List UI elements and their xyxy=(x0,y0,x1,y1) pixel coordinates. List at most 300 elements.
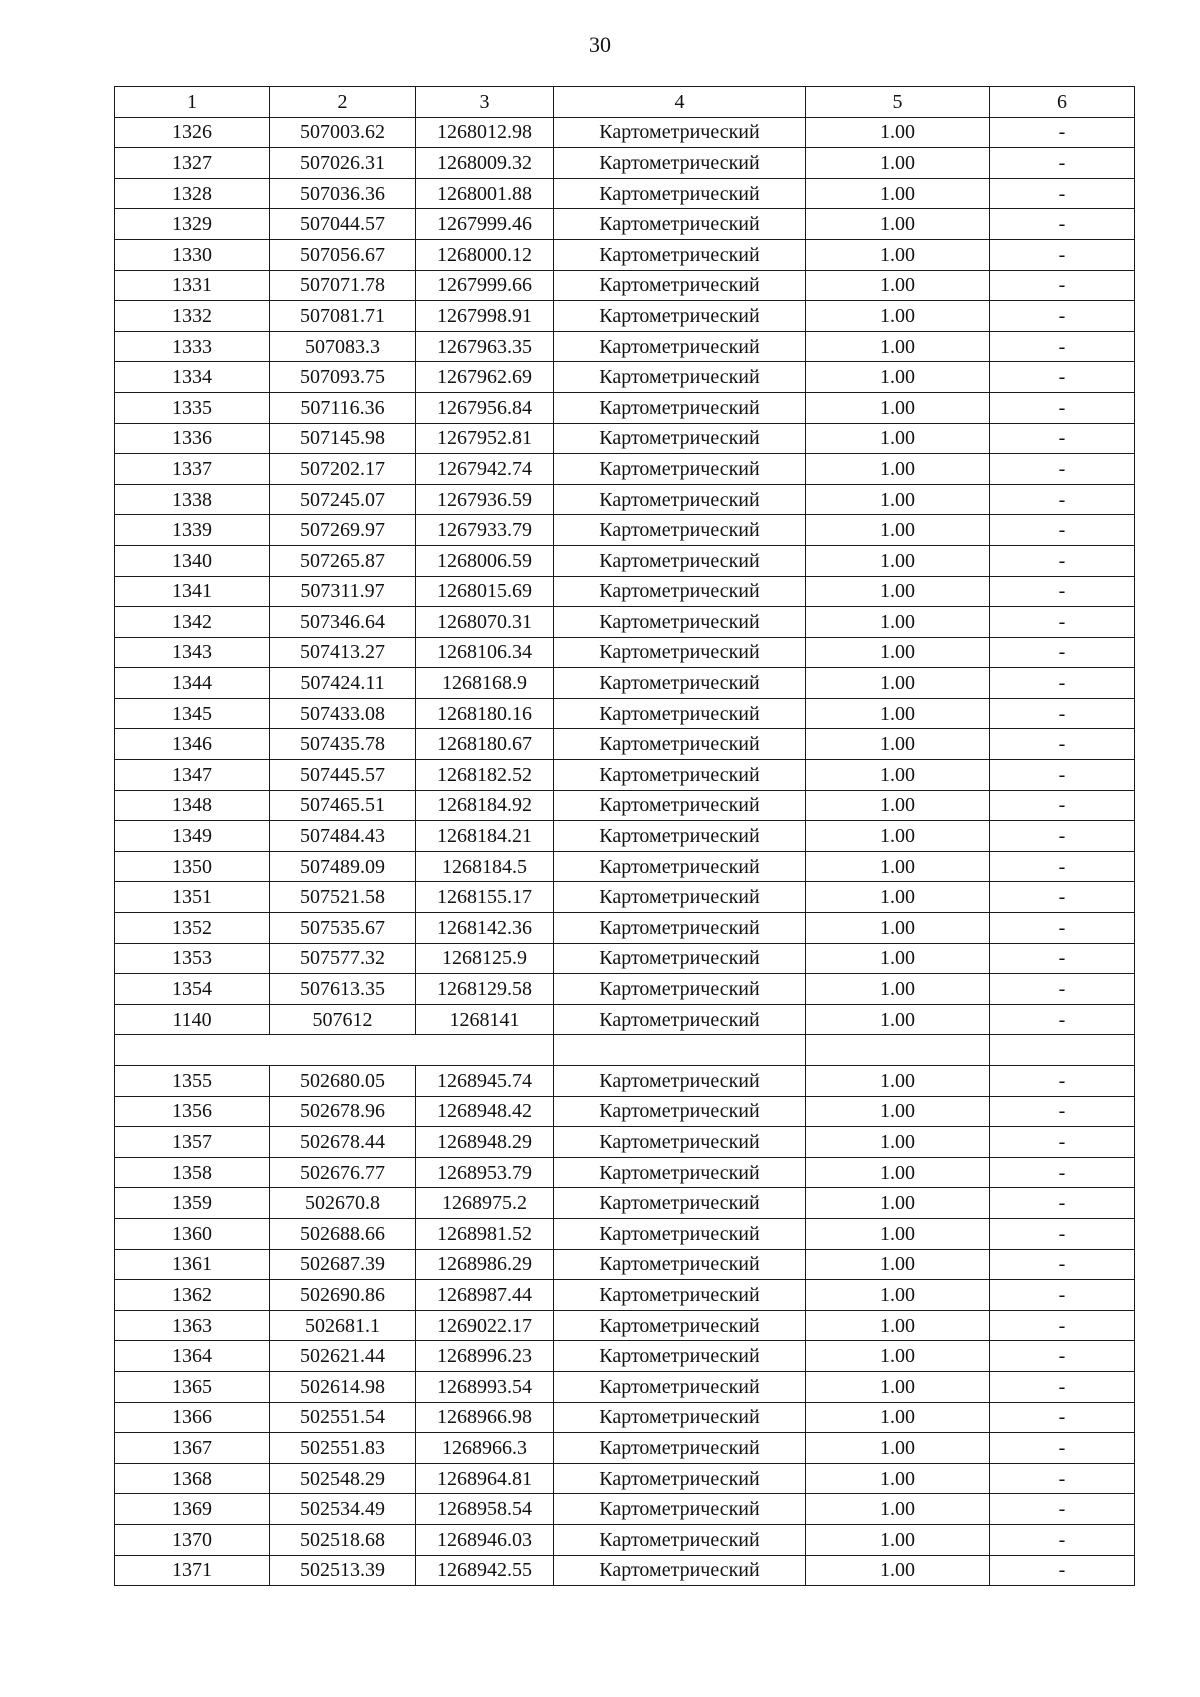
table-row xyxy=(115,1310,1135,1341)
point-number-cell: 1348 xyxy=(115,790,270,821)
x-coordinate-cell: 507613.35 xyxy=(270,974,416,1005)
method-cell: Картометрический xyxy=(554,1218,806,1249)
point-number-cell: 1365 xyxy=(115,1371,270,1402)
y-coordinate-cell: 1267999.66 xyxy=(416,270,554,301)
x-coordinate-cell: 507071.78 xyxy=(270,270,416,301)
table-row xyxy=(115,790,1135,821)
accuracy-cell: 1.00 xyxy=(806,515,990,546)
table-row xyxy=(115,270,1135,301)
y-coordinate-cell: 1268966.98 xyxy=(416,1402,554,1433)
x-coordinate-cell: 507489.09 xyxy=(270,851,416,882)
table-row xyxy=(115,1004,1135,1035)
accuracy-cell: 1.00 xyxy=(806,698,990,729)
table-row xyxy=(115,1249,1135,1280)
y-coordinate-cell: 1268184.92 xyxy=(416,790,554,821)
point-number-cell: 1338 xyxy=(115,484,270,515)
accuracy-cell: 1.00 xyxy=(806,1524,990,1555)
y-coordinate-cell: 1268012.98 xyxy=(416,117,554,148)
x-coordinate-cell: 502621.44 xyxy=(270,1341,416,1372)
accuracy-cell: 1.00 xyxy=(806,821,990,852)
table-row xyxy=(115,1157,1135,1188)
method-cell: Картометрический xyxy=(554,178,806,209)
accuracy-cell: 1.00 xyxy=(806,1096,990,1127)
table-row xyxy=(115,331,1135,362)
y-coordinate-cell: 1268141 xyxy=(416,1004,554,1035)
accuracy-cell: 1.00 xyxy=(806,331,990,362)
method-cell: Картометрический xyxy=(554,331,806,362)
x-coordinate-cell: 502678.96 xyxy=(270,1096,416,1127)
accuracy-cell: 1.00 xyxy=(806,1310,990,1341)
x-coordinate-cell: 507265.87 xyxy=(270,545,416,576)
accuracy-cell: 1.00 xyxy=(806,1463,990,1494)
accuracy-cell: 1.00 xyxy=(806,270,990,301)
point-number-cell: 1334 xyxy=(115,362,270,393)
method-cell: Картометрический xyxy=(554,484,806,515)
point-number-cell: 1331 xyxy=(115,270,270,301)
x-coordinate-cell: 507093.75 xyxy=(270,362,416,393)
note-cell: - xyxy=(990,1066,1135,1097)
method-cell: Картометрический xyxy=(554,515,806,546)
method-cell: Картометрический xyxy=(554,637,806,668)
x-coordinate-cell: 502680.05 xyxy=(270,1066,416,1097)
y-coordinate-cell: 1268168.9 xyxy=(416,668,554,699)
y-coordinate-cell: 1268986.29 xyxy=(416,1249,554,1280)
note-cell: - xyxy=(990,423,1135,454)
accuracy-cell: 1.00 xyxy=(806,1494,990,1525)
x-coordinate-cell: 502534.49 xyxy=(270,1494,416,1525)
point-number-cell: 1341 xyxy=(115,576,270,607)
accuracy-cell: 1.00 xyxy=(806,974,990,1005)
accuracy-cell: 1.00 xyxy=(806,392,990,423)
method-cell: Картометрический xyxy=(554,1433,806,1464)
note-cell: - xyxy=(990,729,1135,760)
note-cell: - xyxy=(990,331,1135,362)
x-coordinate-cell: 507612 xyxy=(270,1004,416,1035)
point-number-cell: 1326 xyxy=(115,117,270,148)
y-coordinate-cell: 1268155.17 xyxy=(416,882,554,913)
table-row xyxy=(115,484,1135,515)
method-cell: Картометрический xyxy=(554,1310,806,1341)
x-coordinate-cell: 507311.97 xyxy=(270,576,416,607)
method-cell: Картометрический xyxy=(554,1494,806,1525)
y-coordinate-cell: 1267962.69 xyxy=(416,362,554,393)
y-coordinate-cell: 1268001.88 xyxy=(416,178,554,209)
method-cell: Картометрический xyxy=(554,117,806,148)
y-coordinate-cell: 1268106.34 xyxy=(416,637,554,668)
table-row xyxy=(115,1524,1135,1555)
x-coordinate-cell: 507521.58 xyxy=(270,882,416,913)
accuracy-cell: 1.00 xyxy=(806,1249,990,1280)
table-row xyxy=(115,239,1135,270)
method-cell: Картометрический xyxy=(554,1280,806,1311)
y-coordinate-cell: 1267933.79 xyxy=(416,515,554,546)
table-row xyxy=(115,515,1135,546)
table-row xyxy=(115,851,1135,882)
x-coordinate-cell: 507465.51 xyxy=(270,790,416,821)
method-cell: Картометрический xyxy=(554,239,806,270)
accuracy-cell: 1.00 xyxy=(806,913,990,944)
method-cell: Картометрический xyxy=(554,943,806,974)
point-number-cell: 1359 xyxy=(115,1188,270,1219)
method-cell: Картометрический xyxy=(554,148,806,179)
y-coordinate-cell: 1268975.2 xyxy=(416,1188,554,1219)
y-coordinate-cell: 1268015.69 xyxy=(416,576,554,607)
page-number: 30 xyxy=(589,32,611,57)
point-number-cell: 1328 xyxy=(115,178,270,209)
y-coordinate-cell: 1267963.35 xyxy=(416,331,554,362)
column-header-3: 3 xyxy=(416,87,554,118)
method-cell: Картометрический xyxy=(554,1127,806,1158)
note-cell: - xyxy=(990,882,1135,913)
x-coordinate-cell: 507346.64 xyxy=(270,607,416,638)
note-cell: - xyxy=(990,178,1135,209)
x-coordinate-cell: 507484.43 xyxy=(270,821,416,852)
point-number-cell: 1335 xyxy=(115,392,270,423)
point-number-cell: 1353 xyxy=(115,943,270,974)
x-coordinate-cell: 502688.66 xyxy=(270,1218,416,1249)
note-cell: - xyxy=(990,239,1135,270)
y-coordinate-cell: 1267998.91 xyxy=(416,301,554,332)
y-coordinate-cell: 1267999.46 xyxy=(416,209,554,240)
y-coordinate-cell: 1267936.59 xyxy=(416,484,554,515)
x-coordinate-cell: 507445.57 xyxy=(270,760,416,791)
table-row xyxy=(115,576,1135,607)
y-coordinate-cell: 1268070.31 xyxy=(416,607,554,638)
table-row xyxy=(115,117,1135,148)
note-cell: - xyxy=(990,1402,1135,1433)
table-row xyxy=(115,1402,1135,1433)
table-body xyxy=(115,117,1135,1586)
note-cell: - xyxy=(990,698,1135,729)
method-cell: Картометрический xyxy=(554,1066,806,1097)
note-cell: - xyxy=(990,515,1135,546)
y-coordinate-cell: 1268006.59 xyxy=(416,545,554,576)
separator-cell xyxy=(990,1035,1135,1066)
accuracy-cell: 1.00 xyxy=(806,1433,990,1464)
accuracy-cell: 1.00 xyxy=(806,239,990,270)
method-cell: Картометрический xyxy=(554,882,806,913)
accuracy-cell: 1.00 xyxy=(806,117,990,148)
point-number-cell: 1336 xyxy=(115,423,270,454)
point-number-cell: 1367 xyxy=(115,1433,270,1464)
method-cell: Картометрический xyxy=(554,1249,806,1280)
x-coordinate-cell: 502676.77 xyxy=(270,1157,416,1188)
method-cell: Картометрический xyxy=(554,607,806,638)
accuracy-cell: 1.00 xyxy=(806,148,990,179)
point-number-cell: 1363 xyxy=(115,1310,270,1341)
y-coordinate-cell: 1268945.74 xyxy=(416,1066,554,1097)
point-number-cell: 1327 xyxy=(115,148,270,179)
x-coordinate-cell: 507269.97 xyxy=(270,515,416,546)
point-number-cell: 1345 xyxy=(115,698,270,729)
note-cell: - xyxy=(990,454,1135,485)
table-row xyxy=(115,1555,1135,1586)
y-coordinate-cell: 1268946.03 xyxy=(416,1524,554,1555)
point-number-cell: 1349 xyxy=(115,821,270,852)
x-coordinate-cell: 507577.32 xyxy=(270,943,416,974)
table-row xyxy=(115,637,1135,668)
method-cell: Картометрический xyxy=(554,1371,806,1402)
x-coordinate-cell: 507003.62 xyxy=(270,117,416,148)
note-cell: - xyxy=(990,392,1135,423)
accuracy-cell: 1.00 xyxy=(806,576,990,607)
accuracy-cell: 1.00 xyxy=(806,607,990,638)
point-number-cell: 1352 xyxy=(115,913,270,944)
point-number-cell: 1330 xyxy=(115,239,270,270)
point-number-cell: 1329 xyxy=(115,209,270,240)
point-number-cell: 1343 xyxy=(115,637,270,668)
point-number-cell: 1358 xyxy=(115,1157,270,1188)
method-cell: Картометрический xyxy=(554,1463,806,1494)
table-row xyxy=(115,301,1135,332)
point-number-cell: 1333 xyxy=(115,331,270,362)
accuracy-cell: 1.00 xyxy=(806,423,990,454)
x-coordinate-cell: 507435.78 xyxy=(270,729,416,760)
x-coordinate-cell: 507081.71 xyxy=(270,301,416,332)
y-coordinate-cell: 1268987.44 xyxy=(416,1280,554,1311)
y-coordinate-cell: 1268125.9 xyxy=(416,943,554,974)
method-cell: Картометрический xyxy=(554,423,806,454)
note-cell: - xyxy=(990,1249,1135,1280)
accuracy-cell: 1.00 xyxy=(806,301,990,332)
y-coordinate-cell: 1268948.29 xyxy=(416,1127,554,1158)
y-coordinate-cell: 1269022.17 xyxy=(416,1310,554,1341)
point-number-cell: 1344 xyxy=(115,668,270,699)
table-row xyxy=(115,362,1135,393)
accuracy-cell: 1.00 xyxy=(806,1066,990,1097)
x-coordinate-cell: 507145.98 xyxy=(270,423,416,454)
x-coordinate-cell: 507202.17 xyxy=(270,454,416,485)
note-cell: - xyxy=(990,1524,1135,1555)
method-cell: Картометрический xyxy=(554,851,806,882)
x-coordinate-cell: 507116.36 xyxy=(270,392,416,423)
accuracy-cell: 1.00 xyxy=(806,1218,990,1249)
accuracy-cell: 1.00 xyxy=(806,545,990,576)
separator-cell-merged xyxy=(115,1035,554,1066)
table-row xyxy=(115,392,1135,423)
accuracy-cell: 1.00 xyxy=(806,668,990,699)
accuracy-cell: 1.00 xyxy=(806,178,990,209)
x-coordinate-cell: 507083.3 xyxy=(270,331,416,362)
x-coordinate-cell: 502513.39 xyxy=(270,1555,416,1586)
table-row xyxy=(115,760,1135,791)
table-row xyxy=(115,178,1135,209)
x-coordinate-cell: 502681.1 xyxy=(270,1310,416,1341)
point-number-cell: 1332 xyxy=(115,301,270,332)
accuracy-cell: 1.00 xyxy=(806,362,990,393)
table-row xyxy=(115,1066,1135,1097)
accuracy-cell: 1.00 xyxy=(806,760,990,791)
column-header-4: 4 xyxy=(554,87,806,118)
note-cell: - xyxy=(990,1127,1135,1158)
point-number-cell: 1371 xyxy=(115,1555,270,1586)
point-number-cell: 1337 xyxy=(115,454,270,485)
method-cell: Картометрический xyxy=(554,209,806,240)
note-cell: - xyxy=(990,1371,1135,1402)
separator-cell xyxy=(554,1035,806,1066)
y-coordinate-cell: 1268993.54 xyxy=(416,1371,554,1402)
x-coordinate-cell: 502678.44 xyxy=(270,1127,416,1158)
point-number-cell: 1364 xyxy=(115,1341,270,1372)
table-row xyxy=(115,1218,1135,1249)
note-cell: - xyxy=(990,1463,1135,1494)
column-header-6: 6 xyxy=(990,87,1135,118)
note-cell: - xyxy=(990,943,1135,974)
accuracy-cell: 1.00 xyxy=(806,790,990,821)
accuracy-cell: 1.00 xyxy=(806,1555,990,1586)
y-coordinate-cell: 1268953.79 xyxy=(416,1157,554,1188)
x-coordinate-cell: 502548.29 xyxy=(270,1463,416,1494)
y-coordinate-cell: 1268142.36 xyxy=(416,913,554,944)
accuracy-cell: 1.00 xyxy=(806,1157,990,1188)
column-header-2: 2 xyxy=(270,87,416,118)
point-number-cell: 1369 xyxy=(115,1494,270,1525)
y-coordinate-cell: 1268184.5 xyxy=(416,851,554,882)
separator-cell xyxy=(806,1035,990,1066)
note-cell: - xyxy=(990,821,1135,852)
table-row xyxy=(115,1433,1135,1464)
y-coordinate-cell: 1268966.3 xyxy=(416,1433,554,1464)
point-number-cell: 1362 xyxy=(115,1280,270,1311)
x-coordinate-cell: 502690.86 xyxy=(270,1280,416,1311)
accuracy-cell: 1.00 xyxy=(806,1004,990,1035)
point-number-cell: 1347 xyxy=(115,760,270,791)
method-cell: Картометрический xyxy=(554,1555,806,1586)
point-number-cell: 1366 xyxy=(115,1402,270,1433)
accuracy-cell: 1.00 xyxy=(806,1341,990,1372)
coordinates-table xyxy=(114,86,1135,1586)
table-row xyxy=(115,882,1135,913)
column-header-1: 1 xyxy=(115,87,270,118)
table-row xyxy=(115,209,1135,240)
table-row xyxy=(115,607,1135,638)
table-row xyxy=(115,423,1135,454)
note-cell: - xyxy=(990,1433,1135,1464)
note-cell: - xyxy=(990,209,1135,240)
note-cell: - xyxy=(990,301,1135,332)
note-cell: - xyxy=(990,362,1135,393)
method-cell: Картометрический xyxy=(554,1524,806,1555)
method-cell: Картометрический xyxy=(554,790,806,821)
table-row xyxy=(115,1096,1135,1127)
method-cell: Картометрический xyxy=(554,545,806,576)
method-cell: Картометрический xyxy=(554,821,806,852)
note-cell: - xyxy=(990,974,1135,1005)
accuracy-cell: 1.00 xyxy=(806,209,990,240)
point-number-cell: 1360 xyxy=(115,1218,270,1249)
table-row xyxy=(115,148,1135,179)
y-coordinate-cell: 1268180.16 xyxy=(416,698,554,729)
note-cell: - xyxy=(990,484,1135,515)
note-cell: - xyxy=(990,576,1135,607)
y-coordinate-cell: 1268981.52 xyxy=(416,1218,554,1249)
table-row xyxy=(115,913,1135,944)
note-cell: - xyxy=(990,913,1135,944)
method-cell: Картометрический xyxy=(554,1157,806,1188)
note-cell: - xyxy=(990,1280,1135,1311)
method-cell: Картометрический xyxy=(554,1188,806,1219)
method-cell: Картометрический xyxy=(554,913,806,944)
x-coordinate-cell: 507413.27 xyxy=(270,637,416,668)
y-coordinate-cell: 1268182.52 xyxy=(416,760,554,791)
table-row xyxy=(115,1494,1135,1525)
method-cell: Картометрический xyxy=(554,1096,806,1127)
method-cell: Картометрический xyxy=(554,729,806,760)
point-number-cell: 1356 xyxy=(115,1096,270,1127)
table-row xyxy=(115,974,1135,1005)
method-cell: Картометрический xyxy=(554,392,806,423)
method-cell: Картометрический xyxy=(554,974,806,1005)
note-cell: - xyxy=(990,637,1135,668)
point-number-cell: 1346 xyxy=(115,729,270,760)
point-number-cell: 1355 xyxy=(115,1066,270,1097)
method-cell: Картометрический xyxy=(554,362,806,393)
point-number-cell: 1368 xyxy=(115,1463,270,1494)
note-cell: - xyxy=(990,607,1135,638)
y-coordinate-cell: 1267952.81 xyxy=(416,423,554,454)
table-row xyxy=(115,943,1135,974)
method-cell: Картометрический xyxy=(554,301,806,332)
y-coordinate-cell: 1268184.21 xyxy=(416,821,554,852)
accuracy-cell: 1.00 xyxy=(806,637,990,668)
y-coordinate-cell: 1268180.67 xyxy=(416,729,554,760)
x-coordinate-cell: 507026.31 xyxy=(270,148,416,179)
method-cell: Картометрический xyxy=(554,698,806,729)
table-row xyxy=(115,729,1135,760)
x-coordinate-cell: 507433.08 xyxy=(270,698,416,729)
x-coordinate-cell: 507056.67 xyxy=(270,239,416,270)
y-coordinate-cell: 1268000.12 xyxy=(416,239,554,270)
point-number-cell: 1357 xyxy=(115,1127,270,1158)
accuracy-cell: 1.00 xyxy=(806,484,990,515)
note-cell: - xyxy=(990,1096,1135,1127)
note-cell: - xyxy=(990,668,1135,699)
note-cell: - xyxy=(990,148,1135,179)
note-cell: - xyxy=(990,117,1135,148)
y-coordinate-cell: 1267956.84 xyxy=(416,392,554,423)
y-coordinate-cell: 1268942.55 xyxy=(416,1555,554,1586)
method-cell: Картометрический xyxy=(554,1004,806,1035)
point-number-cell: 1351 xyxy=(115,882,270,913)
point-number-cell: 1361 xyxy=(115,1249,270,1280)
note-cell: - xyxy=(990,1555,1135,1586)
x-coordinate-cell: 502670.8 xyxy=(270,1188,416,1219)
note-cell: - xyxy=(990,1004,1135,1035)
x-coordinate-cell: 507245.07 xyxy=(270,484,416,515)
x-coordinate-cell: 507044.57 xyxy=(270,209,416,240)
method-cell: Картометрический xyxy=(554,576,806,607)
y-coordinate-cell: 1268996.23 xyxy=(416,1341,554,1372)
point-number-cell: 1140 xyxy=(115,1004,270,1035)
table-row xyxy=(115,698,1135,729)
note-cell: - xyxy=(990,851,1135,882)
note-cell: - xyxy=(990,790,1135,821)
table-row xyxy=(115,1188,1135,1219)
table-row xyxy=(115,1127,1135,1158)
accuracy-cell: 1.00 xyxy=(806,729,990,760)
x-coordinate-cell: 507424.11 xyxy=(270,668,416,699)
note-cell: - xyxy=(990,1310,1135,1341)
method-cell: Картометрический xyxy=(554,1341,806,1372)
method-cell: Картометрический xyxy=(554,760,806,791)
point-number-cell: 1340 xyxy=(115,545,270,576)
y-coordinate-cell: 1268129.58 xyxy=(416,974,554,1005)
accuracy-cell: 1.00 xyxy=(806,1127,990,1158)
note-cell: - xyxy=(990,1218,1135,1249)
method-cell: Картометрический xyxy=(554,668,806,699)
accuracy-cell: 1.00 xyxy=(806,1188,990,1219)
y-coordinate-cell: 1268958.54 xyxy=(416,1494,554,1525)
